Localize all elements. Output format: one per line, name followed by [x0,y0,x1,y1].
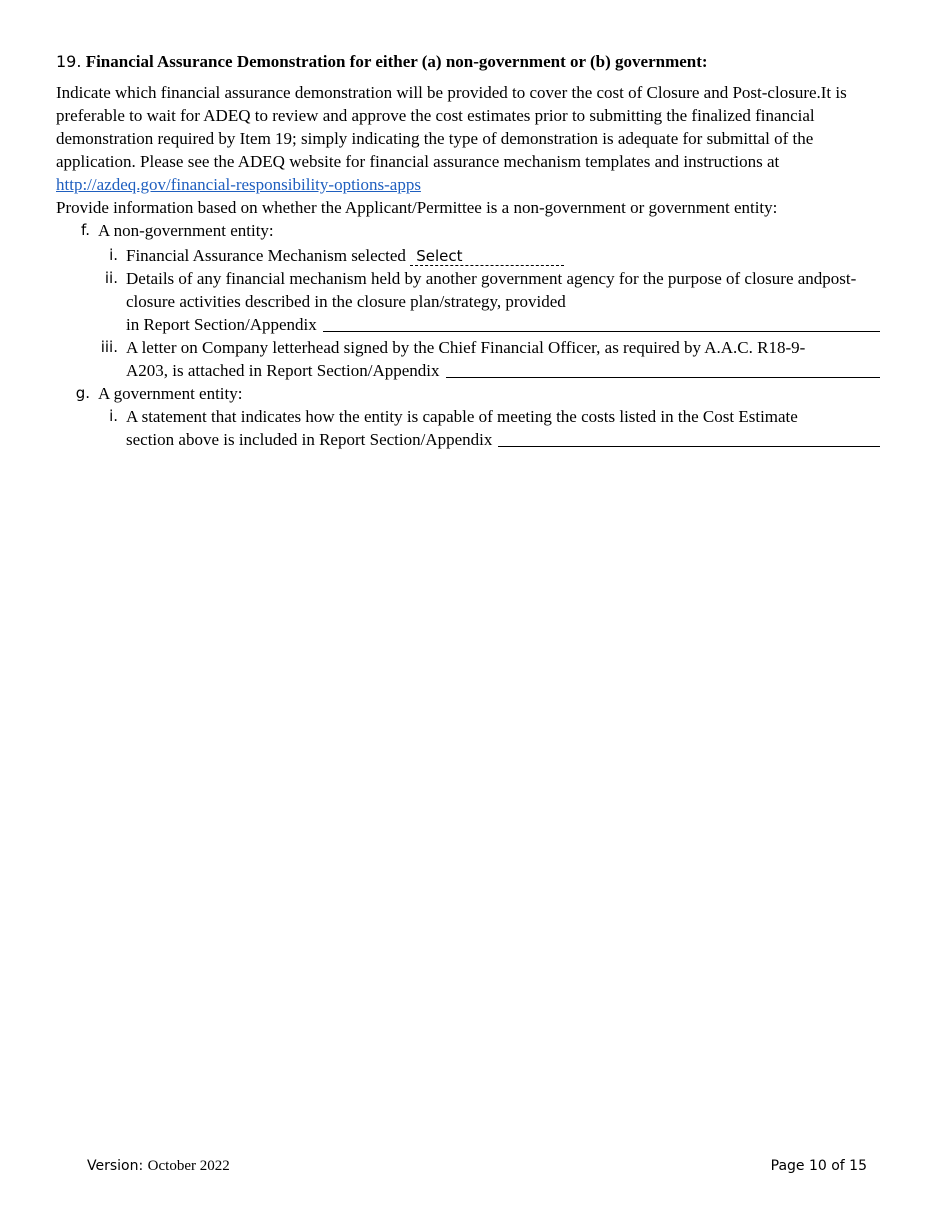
item-f-iii-appendix-field[interactable] [446,360,881,378]
mechanism-select[interactable]: Select [410,247,564,266]
section-number: 19. [56,52,82,71]
item-f-i-marker: i. [109,246,118,264]
item-g-i [56,405,880,451]
version-label: Version: [87,1158,144,1174]
item-g-i-marker: i. [109,407,118,425]
item-f-i-label: Financial Assurance Mechanism selected [126,246,406,265]
section-heading [56,50,880,73]
footer-version [87,1158,230,1175]
footer-page-number: Page 10 of 15 [770,1158,867,1174]
item-g-label: A government entity: [98,384,243,403]
item-g-i-appendix-label: section above is included in Report Section/Appendix [126,430,493,449]
version-date: October 2022 [147,1158,230,1174]
item-f-ii-marker: ii. [104,269,118,287]
item-g-i-appendix-field[interactable] [498,429,880,447]
item-f-label: A non-government entity: [98,221,274,240]
item-f-i [56,244,880,267]
section-title: Financial Assurance Demonstration for either (a) non-government or (b) government: [85,52,708,71]
item-f-iii-appendix-label: A203, is attached in Report Section/Appendix [126,361,440,380]
item-f [56,219,880,242]
provide-instruction: Provide information based on whether the Applicant/Permittee is a non-government or government entity: [56,198,778,217]
item-g-marker: g. [75,384,90,402]
item-f-iii-text: A letter on Company letterhead signed by the Chief Financial Officer, as required by A.A.C. R18-9- [126,338,806,357]
form-page [56,50,880,451]
item-f-ii-appendix-field[interactable] [323,314,880,332]
item-f-ii-appendix-label: in Report Section/Appendix [126,315,317,334]
item-g [56,382,880,405]
item-f-ii [56,267,880,336]
item-g-i-text: A statement that indicates how the entity is capable of meeting the costs listed in the Cost Estimate [126,407,798,426]
intro-text: Indicate which financial assurance demonstration will be provided to cover the cost of Closure and Post-closure.It is preferable to wait for ADEQ to review and approve the cost estimates prior to submitting the finalized financial demonstration required by Item 19; simply indicating the type of demonstration is adequate for submittal of the application. Please see the ADEQ website for financial assurance mechanism templates and instructions at [56,83,847,171]
financial-options-link[interactable]: http://azdeq.gov/financial-responsibility-options-apps [56,175,421,194]
item-f-iii-marker: iii. [100,338,118,356]
item-f-iii [56,336,880,382]
intro-paragraph [56,81,880,196]
item-f-marker: f. [81,221,90,239]
item-f-ii-text: Details of any financial mechanism held by another government agency for the purpose of closure andpost-closure activities described in the closure plan/strategy, provided [126,269,857,311]
